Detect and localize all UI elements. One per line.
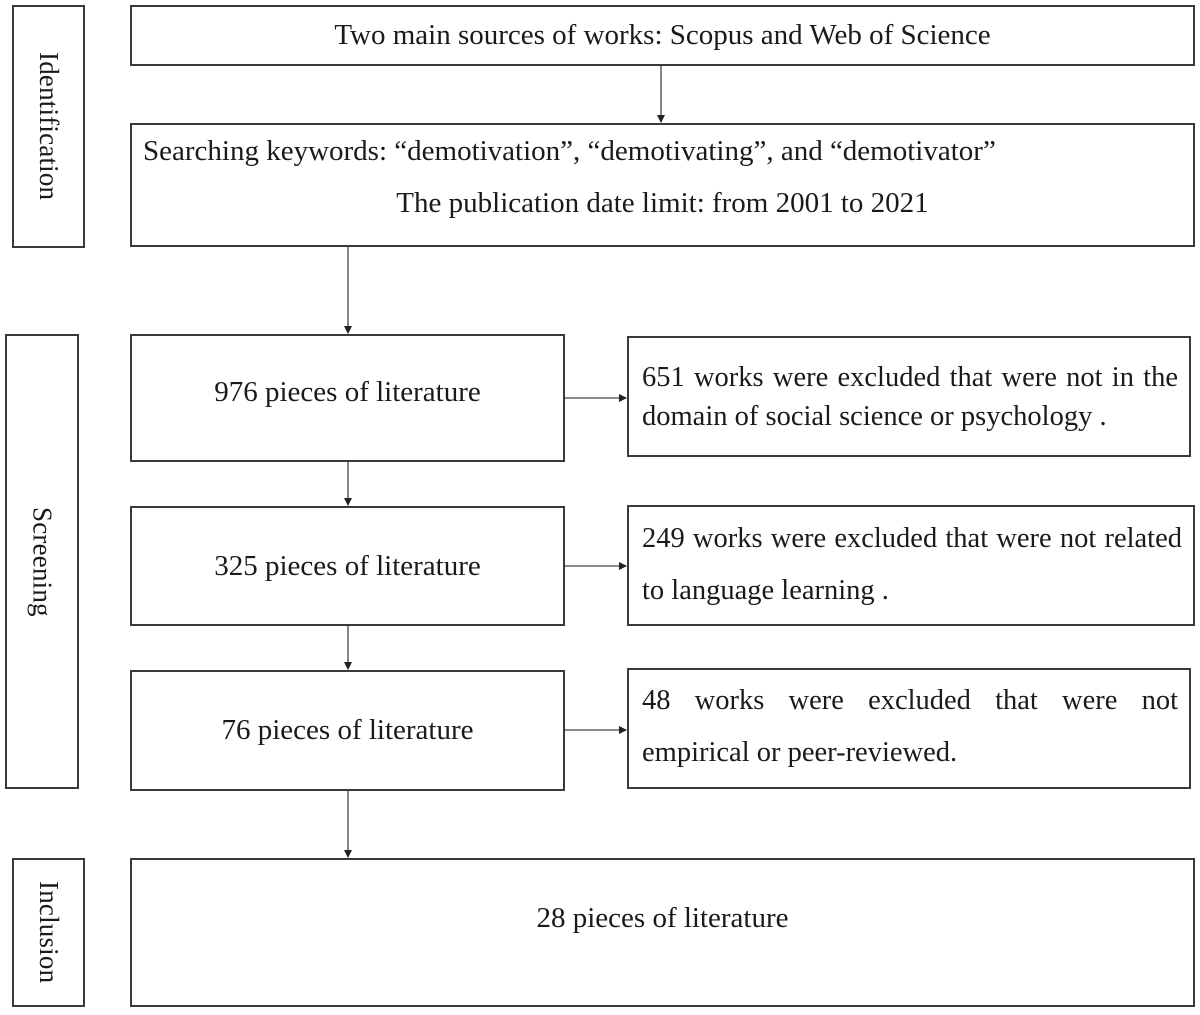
exclusion-text: 651 works were excluded that were not in the domain of social science or psychology . — [642, 361, 1178, 432]
step-count-label: 976 pieces of literature — [214, 375, 481, 408]
exclusion-text: 48 works were excluded that were not empirical or peer-reviewed. — [642, 684, 1178, 768]
search-date-limit-text: The publication date limit: from 2001 to 2021 — [396, 187, 929, 219]
phase-screening — [5, 334, 79, 789]
search-keywords-text: Searching keywords: “demotivation”, “demotivating”, and “demotivator” — [143, 135, 996, 167]
phase-identification — [12, 5, 85, 248]
exclusion-box-48 — [627, 668, 1191, 789]
phase-inclusion — [12, 858, 85, 1007]
step-count-label: 325 pieces of literature — [214, 549, 481, 582]
sources-text: Two main sources of works: Scopus and Web of Science — [334, 19, 991, 51]
search-box — [130, 123, 1195, 247]
phase-inclusion-label: Inclusion — [34, 881, 64, 984]
sources-box — [130, 5, 1195, 66]
step-count-label: 76 pieces of literature — [221, 714, 474, 746]
exclusion-text: 249 works were excluded that were not related to language learning . — [642, 522, 1182, 606]
final-count-label: 28 pieces of literature — [536, 902, 789, 934]
exclusion-box-249 — [627, 505, 1195, 626]
phase-screening-label: Screening — [27, 506, 58, 617]
phase-identification-label: Identification — [34, 52, 64, 201]
final-box-28 — [130, 858, 1195, 1007]
exclusion-box-651 — [627, 336, 1191, 457]
step-box-325 — [130, 506, 565, 626]
step-box-976 — [130, 334, 565, 462]
step-box-76 — [130, 670, 565, 791]
